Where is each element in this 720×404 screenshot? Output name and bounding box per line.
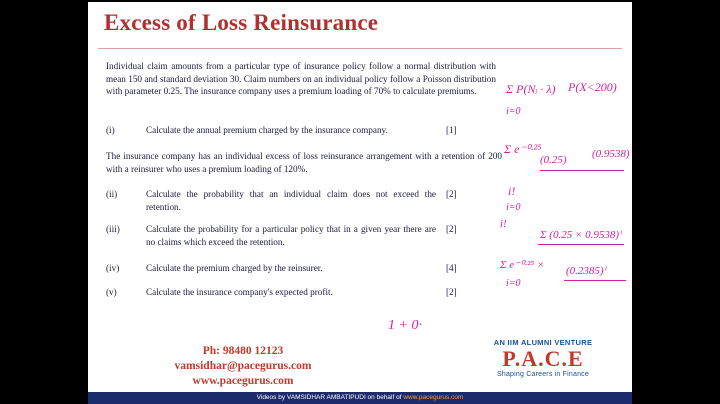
annotation-handwriting: i! [508,184,516,198]
question-text: Calculate the insurance company's expected profit. [146,287,333,297]
annotation-handwriting: i=0 [506,278,521,289]
question-label: (i) [106,125,115,135]
annotation-handwriting: i=0 [506,106,521,117]
question-text: Calculate the probability for a particular policy that in a given year there are no claims which exceed the retention. [146,224,436,247]
paragraph-reinsurance: The insurance company has an individual excess of loss reinsurance arrangement with a retention of 200 with a reinsurer who uses a premium loading of 120%. [106,151,502,174]
contact-website[interactable]: www.pacegurus.com [192,375,294,387]
logo-tagline-bottom: Shaping Careers in Finance [497,371,589,378]
question-label: (v) [106,287,117,297]
question-marks: [4] [446,263,457,273]
annotation-handwriting: i=0 [506,202,521,213]
annotation-underline [564,280,626,281]
annotation-handwriting: Σ (0.25 × 0.9538)ⁱ [540,229,622,241]
logo-name: P.A.C.E [502,346,584,371]
logo-tagline-top: AN IIM ALUMNI VENTURE [493,338,593,347]
question-marks: [2] [446,189,457,199]
annotation-handwriting: P(X<200) [568,80,617,94]
question-text: Calculate the premium charged by the reinsurer. [146,263,323,273]
annotation-handwriting: Σ e⁻⁰·²⁵ × [500,259,545,271]
footer-credit-bar [88,392,632,404]
annotation-handwriting: Σ e⁻⁰·²⁵ [504,142,542,156]
question-label: (ii) [106,189,118,199]
annotation-underline [538,244,624,245]
question-label: (iv) [106,263,120,273]
contact-phone: Ph: 98480 12123 [202,345,284,357]
page-title: Excess of Loss Reinsurance [104,10,379,35]
contact-email[interactable]: vamsidhar@pacegurus.com [174,360,312,372]
annotation-handwriting: i! [500,218,507,230]
annotation-handwriting: Σ P(Nᵢ · λ) [506,82,556,96]
question-marks: [2] [446,224,457,234]
question-label: (iii) [106,224,120,234]
question-text: Calculate the annual premium charged by the insurance company. [146,125,388,135]
question-text: Calculate the probability that an individual claim does not exceed the retention. [146,189,436,212]
question-marks: [1] [446,125,457,135]
annotation-handwriting: (0.2385)ⁱ [566,265,606,277]
footer-credit-text: Videos by VAMSIDHAR AMBATIPUDI on behalf of [256,394,404,401]
title-divider [98,48,622,49]
annotation-handwriting: (0.9538) [592,148,630,160]
slide-page [88,2,632,402]
question-marks: [2] [446,287,457,297]
contact-block [128,344,358,389]
annotation-handwriting: (0.25) [540,154,567,166]
annotation-underline [540,170,624,171]
title-area [88,8,632,46]
pace-logo [468,338,618,378]
paragraph-intro: Individual claim amounts from a particular type of insurance policy follow a normal distribution with mean 150 and standard deviation 30. Claim numbers on an individual policy follow a Poisson distribution with parameter 0.25. The insurance company uses a premium loading of 70% to calculate premiums. [106,61,496,96]
footer-credit-url[interactable]: www.pacegurus.com [403,394,464,401]
annotation-handwriting: 1 + 0· [388,318,422,333]
